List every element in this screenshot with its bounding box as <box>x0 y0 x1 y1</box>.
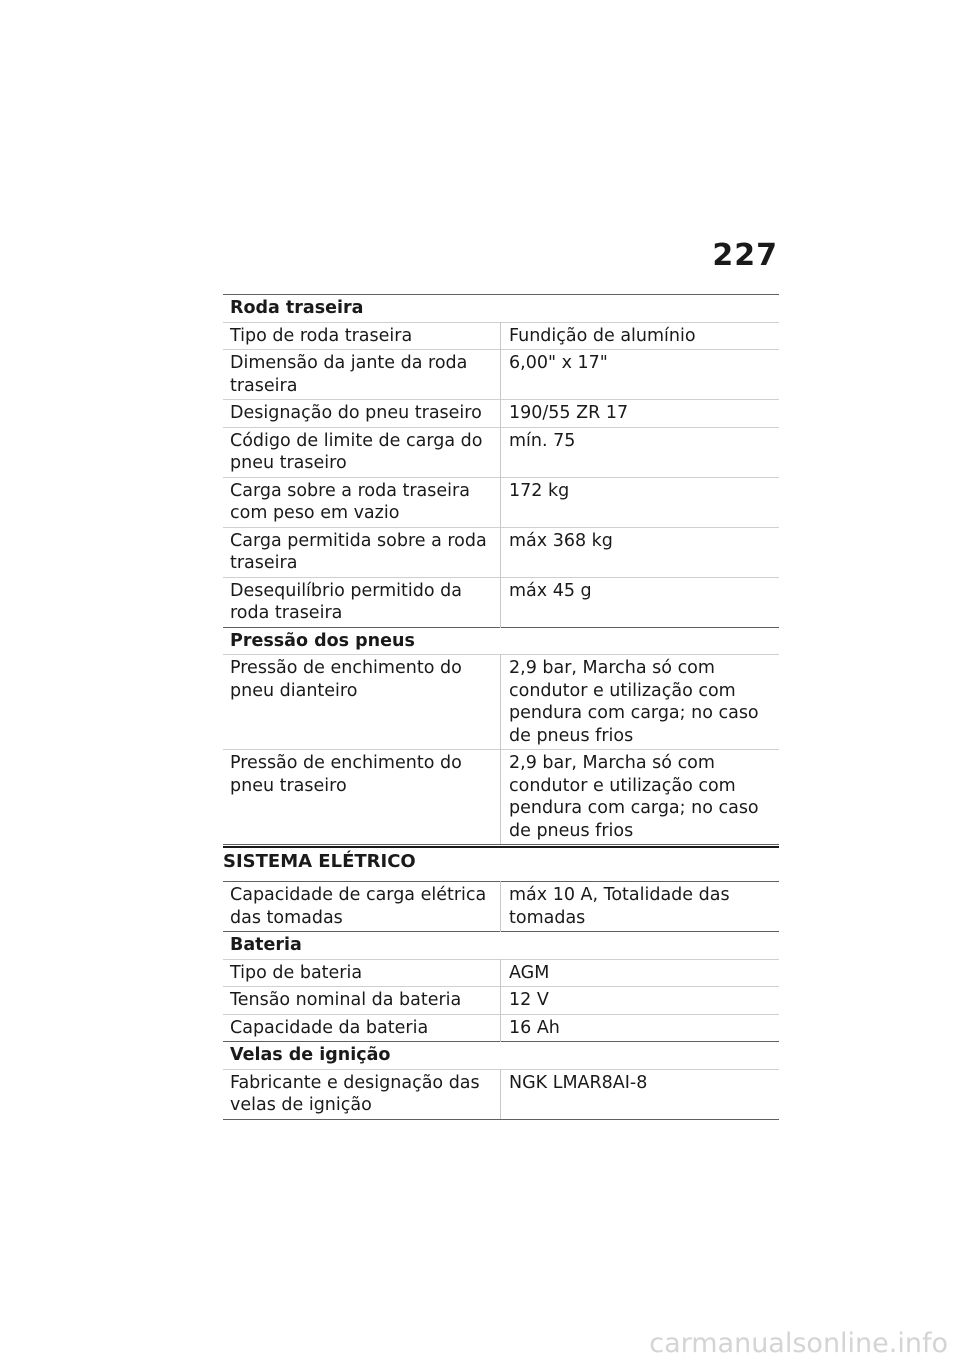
spark-plugs-heading: Velas de ignição <box>223 1042 779 1070</box>
tire-pressure-heading: Pressão dos pneus <box>223 627 779 655</box>
table-row <box>223 427 779 477</box>
page-number: 227 <box>712 238 778 273</box>
battery-heading: Bateria <box>223 932 779 960</box>
table-row <box>223 1014 779 1042</box>
spec-label: Designação do pneu traseiro <box>223 400 501 428</box>
table-row <box>223 577 779 627</box>
spec-value: 6,00" x 17" <box>501 350 780 400</box>
table-row <box>223 350 779 400</box>
table-row <box>223 322 779 350</box>
spec-value: mín. 75 <box>501 427 780 477</box>
table-row <box>223 750 779 845</box>
table-row <box>223 400 779 428</box>
table-row <box>223 987 779 1015</box>
spec-label: Fabricante e designação das velas de ignição <box>223 1069 501 1119</box>
table-row <box>223 527 779 577</box>
table-row <box>223 477 779 527</box>
spec-label: Tensão nominal da bateria <box>223 987 501 1015</box>
spec-label: Dimensão da jante da roda traseira <box>223 350 501 400</box>
table-section-row <box>223 1042 779 1070</box>
table-section-row <box>223 295 779 323</box>
table-row <box>223 959 779 987</box>
spec-label: Carga sobre a roda traseira com peso em vazio <box>223 477 501 527</box>
spec-label: Capacidade da bateria <box>223 1014 501 1042</box>
spec-value: 172 kg <box>501 477 780 527</box>
spec-value: máx 368 kg <box>501 527 780 577</box>
spec-value: 190/55 ZR 17 <box>501 400 780 428</box>
spec-value: 12 V <box>501 987 780 1015</box>
spec-value: máx 10 A, Totalidade das tomadas <box>501 882 780 932</box>
spec-label: Código de limite de carga do pneu traseiro <box>223 427 501 477</box>
table-section-row <box>223 932 779 960</box>
table-row <box>223 1069 779 1119</box>
electric-spec-table <box>223 881 779 1120</box>
spec-label: Desequilíbrio permitido da roda traseira <box>223 577 501 627</box>
table-row <box>223 882 779 932</box>
spec-value: 2,9 bar, Marcha só com condutor e utilização com pendura com carga; no caso de pneus frios <box>501 750 780 845</box>
spec-value: 2,9 bar, Marcha só com condutor e utilização com pendura com carga; no caso de pneus frios <box>501 655 780 750</box>
spec-label: Pressão de enchimento do pneu traseiro <box>223 750 501 845</box>
section-title: SISTEMA ELÉTRICO <box>223 851 416 872</box>
rear-wheel-heading: Roda traseira <box>223 295 779 323</box>
spec-label: Carga permitida sobre a roda traseira <box>223 527 501 577</box>
spec-value: AGM <box>501 959 780 987</box>
wheel-spec-table <box>223 294 779 845</box>
site-watermark: carmanualsonline.info <box>649 1328 948 1359</box>
section-divider <box>223 846 779 848</box>
spec-value: 16 Ah <box>501 1014 780 1042</box>
spec-label: Pressão de enchimento do pneu dianteiro <box>223 655 501 750</box>
table-section-row <box>223 627 779 655</box>
spec-value: NGK LMAR8AI-8 <box>501 1069 780 1119</box>
spec-label: Tipo de roda traseira <box>223 322 501 350</box>
spec-label: Capacidade de carga elétrica das tomadas <box>223 882 501 932</box>
spec-value: Fundição de alumínio <box>501 322 780 350</box>
table-row <box>223 655 779 750</box>
spec-value: máx 45 g <box>501 577 780 627</box>
spec-label: Tipo de bateria <box>223 959 501 987</box>
